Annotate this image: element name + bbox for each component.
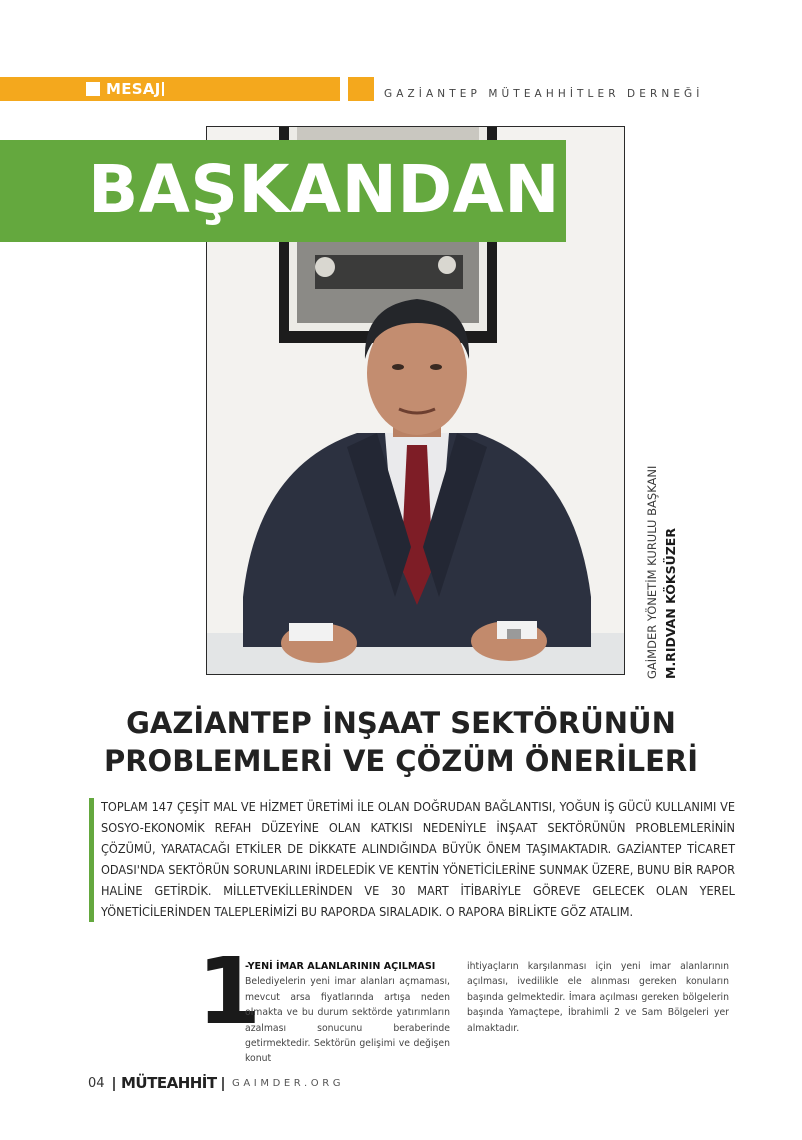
header-square-icon xyxy=(86,82,100,96)
section-number: 1 xyxy=(197,938,262,1045)
website-link[interactable]: GAIMDER.ORG xyxy=(232,1078,345,1089)
article-column-2: ihtiyaçların karşılanması için yeni imar alanlarının açılması, ivedilikle ele alınması gereken konuların başında gelmektedir. İmara açılması gereken bölgelerin başında Yamaçtepe, İbrahimli 2 ve Sam Bölgeleri yer almaktadır. xyxy=(467,961,729,1034)
article-column-1 xyxy=(245,959,450,1067)
headline-line-1: GAZİANTEP İNŞAAT SEKTÖRÜNÜN xyxy=(126,706,676,740)
caption-role: GAİMDER YÖNETİM KURULU BAŞKANI xyxy=(645,465,659,679)
header-divider xyxy=(162,82,164,96)
header-bar xyxy=(0,77,340,101)
page-title: BAŞKANDAN xyxy=(88,151,560,228)
footer-divider xyxy=(222,1077,224,1091)
page-number: 04 xyxy=(88,1076,105,1091)
headline-line-2: PROBLEMLERİ VE ÇÖZÜM ÖNERİLERİ xyxy=(103,744,699,778)
footer-divider xyxy=(113,1077,115,1091)
caption-name: M.RIDVAN KÖKSÜZER xyxy=(663,528,678,679)
lead-accent-bar xyxy=(89,798,94,922)
headline xyxy=(40,704,762,780)
photo-caption xyxy=(643,455,683,679)
magazine-name: MÜTEAHHİT xyxy=(121,1074,217,1092)
lead-paragraph: TOPLAM 147 ÇEŞİT MAL VE HİZMET ÜRETİMİ İLE OLAN DOĞRUDAN BAĞLANTISI, YOĞUN İŞ GÜCÜ KULLANIMI VE SOSYO-EKONOMİK REFAH DÜZEYİNE OLAN KATKISI NEDENİYLE İNŞAAT SEKTÖRÜNÜN PROBLEMLERİNİN ÇÖZÜMÜ, YARATACAĞI ETKİLER DE DİKKATE ALINDIĞINDA BÜYÜK ÖNEM TAŞIMAKTADIR. GAZİANTEP TİCARET ODASI'NDA SEKTÖRÜN SORUNLARINI İRDELEDİK VE KENTİN YÖNETİCİLERİNE SUNMAK ÜZERE, BUNU BİR RAPOR HALİNE GETİRDİK. MİLLETVEKİLLERİNDEN VE 30 MART İTİBARİYLE GÖREVE GELECEK OLAN YEREL YÖNETİCİLERİNDEN TALEPLERİMİZİ BU RAPORDA SIRALADIK. O RAPORA BİRLİKTE GÖZ ATALIM. xyxy=(101,799,735,919)
header-accent-block xyxy=(348,77,374,101)
section-label: MESAJ xyxy=(106,80,161,98)
article-column-1-text: Belediyelerin yeni imar alanları açmaması, mevcut arsa fiyatlarında artışa neden olmakta ve bu durum sektörde yatırımların azalması sonucunu beraberinde getirmektedir. Sektörün gelişimi ve değişen konut xyxy=(245,976,450,1065)
association-name: GAZİANTEP MÜTEAHHİTLER DERNEĞİ xyxy=(384,88,704,100)
article-subheading: -YENİ İMAR ALANLARININ AÇILMASI xyxy=(245,961,436,972)
